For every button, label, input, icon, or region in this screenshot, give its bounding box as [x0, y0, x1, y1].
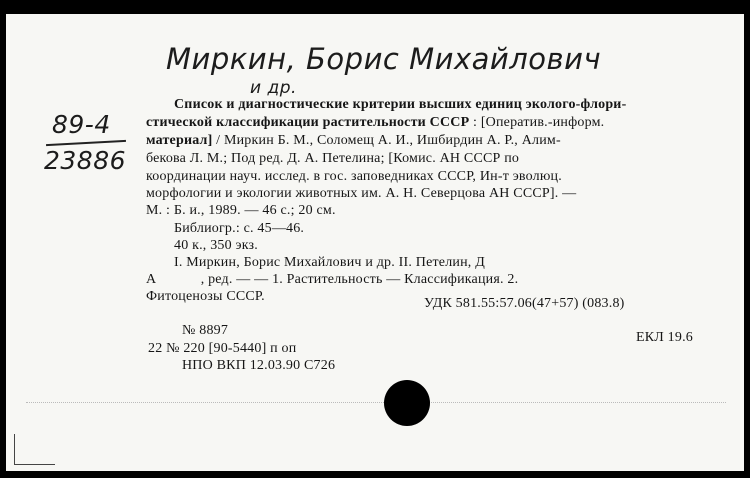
ink-blot [384, 380, 430, 426]
entry-title-bold: стической классификации растительности СССР [146, 115, 470, 130]
entry-line-2 [146, 115, 604, 131]
bibliography-note: Библиогр.: с. 45—46. [174, 221, 305, 236]
handwritten-shelf-number-bottom: 23886 [44, 146, 127, 175]
tracing-line-1: I. Миркин, Борис Михайлович и др. II. Петелин, Д [174, 255, 485, 270]
catalog-card [6, 14, 744, 471]
printer-info: НПО ВКП 12.03.90 С726 [182, 358, 336, 373]
tracing-line-2: А , ред. — — 1. Растительность — Классификация. 2. [146, 272, 519, 287]
entry-line-6: морфологии и экологии животных им. А. Н. Северцова АН СССР]. — [146, 186, 577, 201]
entry-line-1: Список и диагностические критерии высших единиц эколого-флори- [174, 97, 627, 112]
entry-material-bold: материал] [146, 133, 213, 148]
ekl-code: ЕКЛ 19.6 [636, 330, 693, 345]
handwritten-note: и др. [250, 78, 297, 98]
handwritten-shelf-number-top: 89-4 [52, 110, 111, 139]
record-number: № 8897 [182, 323, 229, 338]
order-number: 22 № 220 [90-5440] п оп [148, 341, 297, 356]
price-print-run: 40 к., 350 экз. [174, 238, 258, 253]
tracing-line-3: Фитоценозы СССР. [146, 289, 265, 304]
entry-line-3 [146, 133, 561, 149]
handwritten-author-name: Миркин, Борис Михайлович [166, 42, 602, 76]
dotted-guide-line [26, 402, 726, 403]
entry-line-5: координации науч. исслед. в гос. заповедниках СССР, Ин-т эволюц. [146, 169, 562, 184]
entry-line-2-rest: : [Оператив.-информ. [469, 115, 605, 130]
entry-line-4: бекова Л. М.; Под ред. Д. А. Петелина; [Комис. АН СССР по [146, 151, 520, 166]
entry-line-7: М. : Б. и., 1989. — 46 с.; 20 см. [146, 203, 336, 218]
card-corner-frame [14, 434, 55, 465]
entry-line-3-rest: / Миркин Б. М., Соломещ А. И., Ишбирдин А. Р., Алим- [212, 133, 561, 148]
udk-code: УДК 581.55:57.06(47+57) (083.8) [424, 296, 625, 311]
